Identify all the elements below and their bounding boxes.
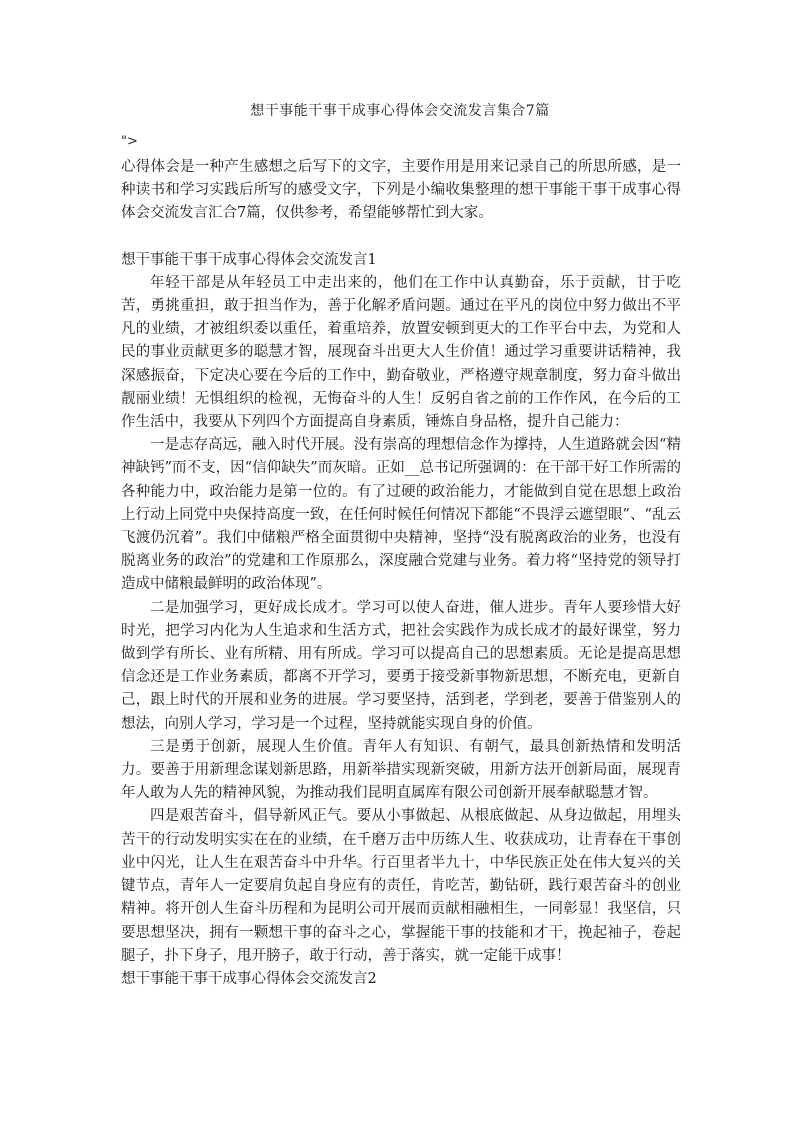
document-body [121,156,681,991]
body-paragraph: 一是志存高远，融入时代开展。没有崇高的理想信念作为撑持，人生道路就会因“精神缺钙”而不支，因“信仰缺失”而灰暗。正如__总书记所强调的：在干部干好工作所需的各种能力中，政治能力是第一位的。有了过硬的政治能力，才能做到自觉在思想上政治上行动上同党中央保持高度一致，在任何时候任何情况下都能“不畏浮云遮望眼”、“乱云飞渡仍沉着”。我们中储粮严格全面贯彻中央精神，坚持“没有脱离政治的业务，也没有脱离业务的政治”的党建和工作原那么，深度融合党建与业务。着力将“坚持党的领导打造成中储粮最鲜明的政治体现”。 [121,437,681,593]
document-title: 想干事能干事干成事心得体会交流发言集合7篇 [250,103,550,119]
intro-paragraph: 心得体会是一种产生感想之后写下的文字，主要作用是用来记录自己的所思所感，是一种读书和学习实践后所写的感受文字，下列是小编收集整理的想干事能干事干成事心得体会交流发言汇合7篇，仅供参考，希望能够帮忙到大家。 [121,159,681,222]
body-paragraph: 年轻干部是从年轻员工中走出来的，他们在工作中认真勤奋，乐于贡献，甘于吃苦，勇挑重担，敢于担当作为，善于化解矛盾问题。通过在平凡的岗位中努力做出不平凡的业绩，才被组织委以重任，着重培养，放置安顿到更大的工作平台中去，为党和人民的事业贡献更多的聪慧才智，展现奋斗出更大人生价值！通过学习重要讲话精神，我深感振奋，下定决心要在今后的工作中，勤奋敬业，严格遵守规章制度，努力奋斗做出靓丽业绩！无惧组织的检视，无悔奋斗的人生！反躬自省之前的工作作风，在今后的工作生活中，我要从下列四个方面提高自身素质，锤炼自身品格，提升自己能力： [121,274,681,431]
section-heading-2: 想干事能干事干成事心得体会交流发言2 [121,970,377,987]
section-heading-1: 想干事能干事干成事心得体会交流发言1 [121,251,377,268]
body-paragraph: 三是勇于创新，展现人生价值。青年人有知识、有朝气，最具创新热情和发明活力。要善于用新理念谋划新思路，用新举措实现新突破，用新方法开创新局面，展现青年人敢为人先的精神风貌，为推动我们昆明直属库有限公司创新开展奉献聪慧才智。 [121,738,681,802]
stray-markup-text: "> [121,134,138,149]
body-paragraph: 二是加强学习，更好成长成才。学习可以使人奋进，催人进步。青年人要珍惜大好时光，把学习内化为人生追求和生活方式，把社会实践作为成长成才的最好课堂，努力做到学有所长、业有所精、用有所成。学习可以提高自己的思想素质。无论是提高思想信念还是工作业务素质，都离不开学习，要勇于接受新事物新思想，不断充电，更新自己，跟上时代的开展和业务的进展。学习要坚持，活到老，学到老，要善于借鉴别人的想法，向别人学习，学习是一个过程，坚持就能实现自身的价值。 [121,599,681,732]
body-paragraph: 四是艰苦奋斗，倡导新风正气。要从小事做起、从根底做起、从身边做起，用埋头苦干的行动发明实实在在的业绩，在千磨万击中历练人生、收获成功，让青春在干事创业中闪光，让人生在艰苦奋斗中升华。行百里者半九十，中华民族正处在伟大复兴的关键节点，青年人一定要肩负起自身应有的责任，肯吃苦，勤钻研，践行艰苦奋斗的创业精神。将开创人生奋斗历程和为昆明公司开展而贡献相融相生，一同彰显！我坚信，只要思想坚决，拥有一颗想干事的奋斗之心，掌握能干事的技能和才干，挽起袖子，卷起腿子，扑下身子，甩开膀子，敢于行动，善于落实，就一定能干成事！ [121,808,681,964]
